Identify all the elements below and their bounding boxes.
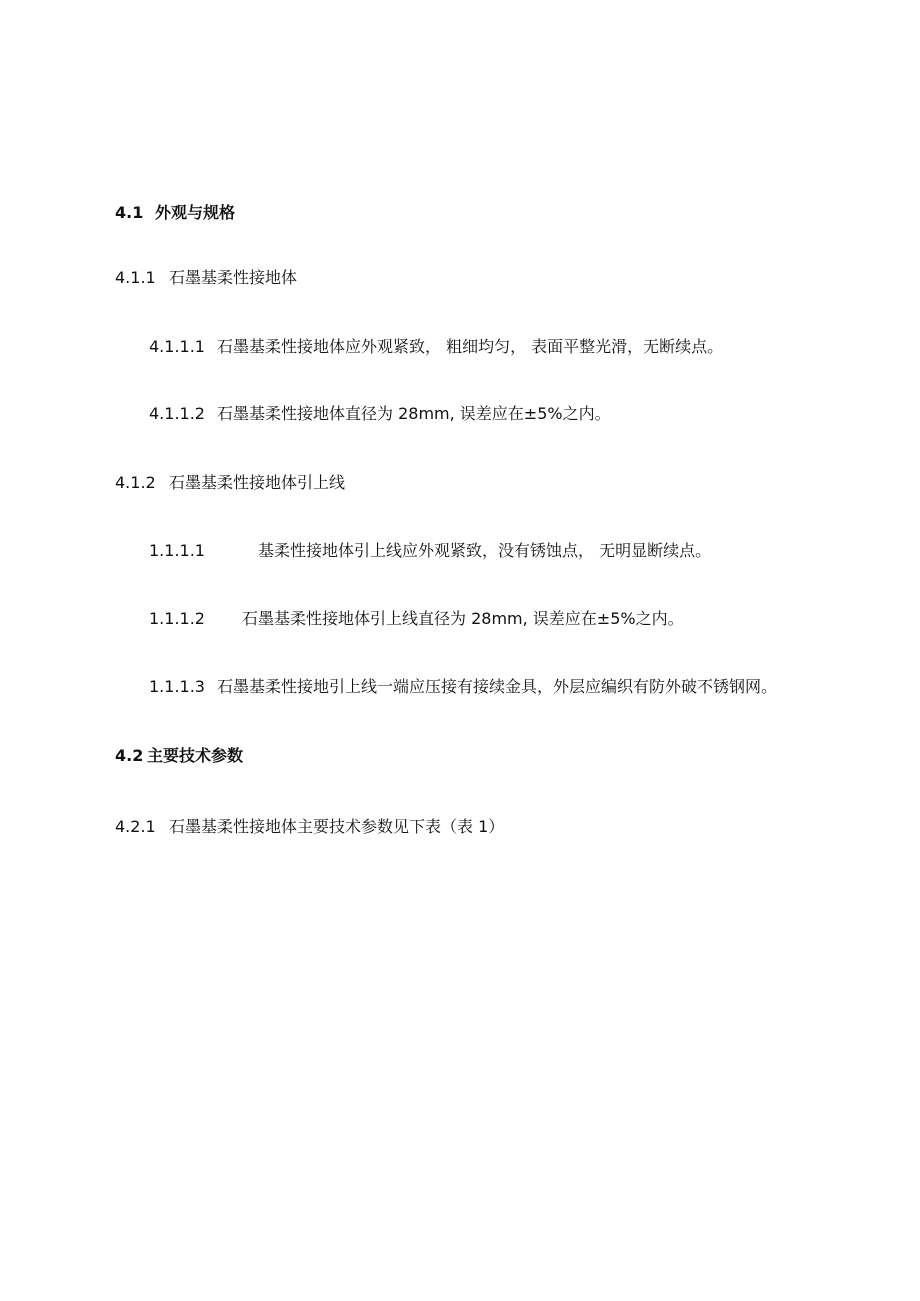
- paragraph-4-1-1-1: [149, 337, 723, 357]
- paragraph-1-1-1-2: [149, 609, 684, 629]
- section-number: 4.2.1: [115, 817, 156, 836]
- paragraph-text: 基柔性接地体引上线应外观紧致，没有锈蚀点， 无明显断续点。: [258, 541, 712, 560]
- section-number: 1.1.1.3: [149, 677, 205, 696]
- paragraph-text: 石墨基柔性接地体应外观紧致， 粗细均匀， 表面平整光滑，无断续点。: [217, 337, 724, 356]
- section-number: 1.1.1.1: [149, 541, 205, 560]
- section-heading-4-2: [115, 746, 243, 766]
- paragraph-text: 石墨基柔性接地体直径为 28mm, 误差应在±5%之内。: [217, 404, 611, 423]
- section-heading-4-1-1: [115, 268, 297, 288]
- section-number: 4.1.1: [115, 268, 156, 287]
- section-title: 外观与规格: [155, 203, 236, 222]
- section-number: 4.1.1.2: [149, 404, 205, 423]
- section-title: 主要技术参数: [147, 746, 244, 765]
- paragraph-1-1-1-1: [149, 541, 711, 561]
- paragraph-1-1-1-3: [149, 677, 777, 697]
- section-title: 石墨基柔性接地体: [169, 268, 298, 287]
- section-title: 石墨基柔性接地体主要技术参数见下表（表 1）: [169, 817, 505, 836]
- section-number: 4.1.2: [115, 473, 156, 492]
- paragraph-4-1-1-2: [149, 404, 611, 424]
- section-heading-4-1: [115, 203, 235, 223]
- section-number: 4.2: [115, 746, 144, 765]
- section-number: 4.1: [115, 203, 144, 222]
- section-title: 石墨基柔性接地体引上线: [169, 473, 346, 492]
- section-number: 1.1.1.2: [149, 609, 205, 628]
- section-heading-4-1-2: [115, 473, 345, 493]
- paragraph-text: 石墨基柔性接地引上线一端应压接有接续金具，外层应编织有防外破不锈钢网。: [217, 677, 778, 696]
- section-number: 4.1.1.1: [149, 337, 205, 356]
- section-heading-4-2-1: [115, 817, 504, 837]
- paragraph-text: 石墨基柔性接地体引上线直径为 28mm, 误差应在±5%之内。: [242, 609, 684, 628]
